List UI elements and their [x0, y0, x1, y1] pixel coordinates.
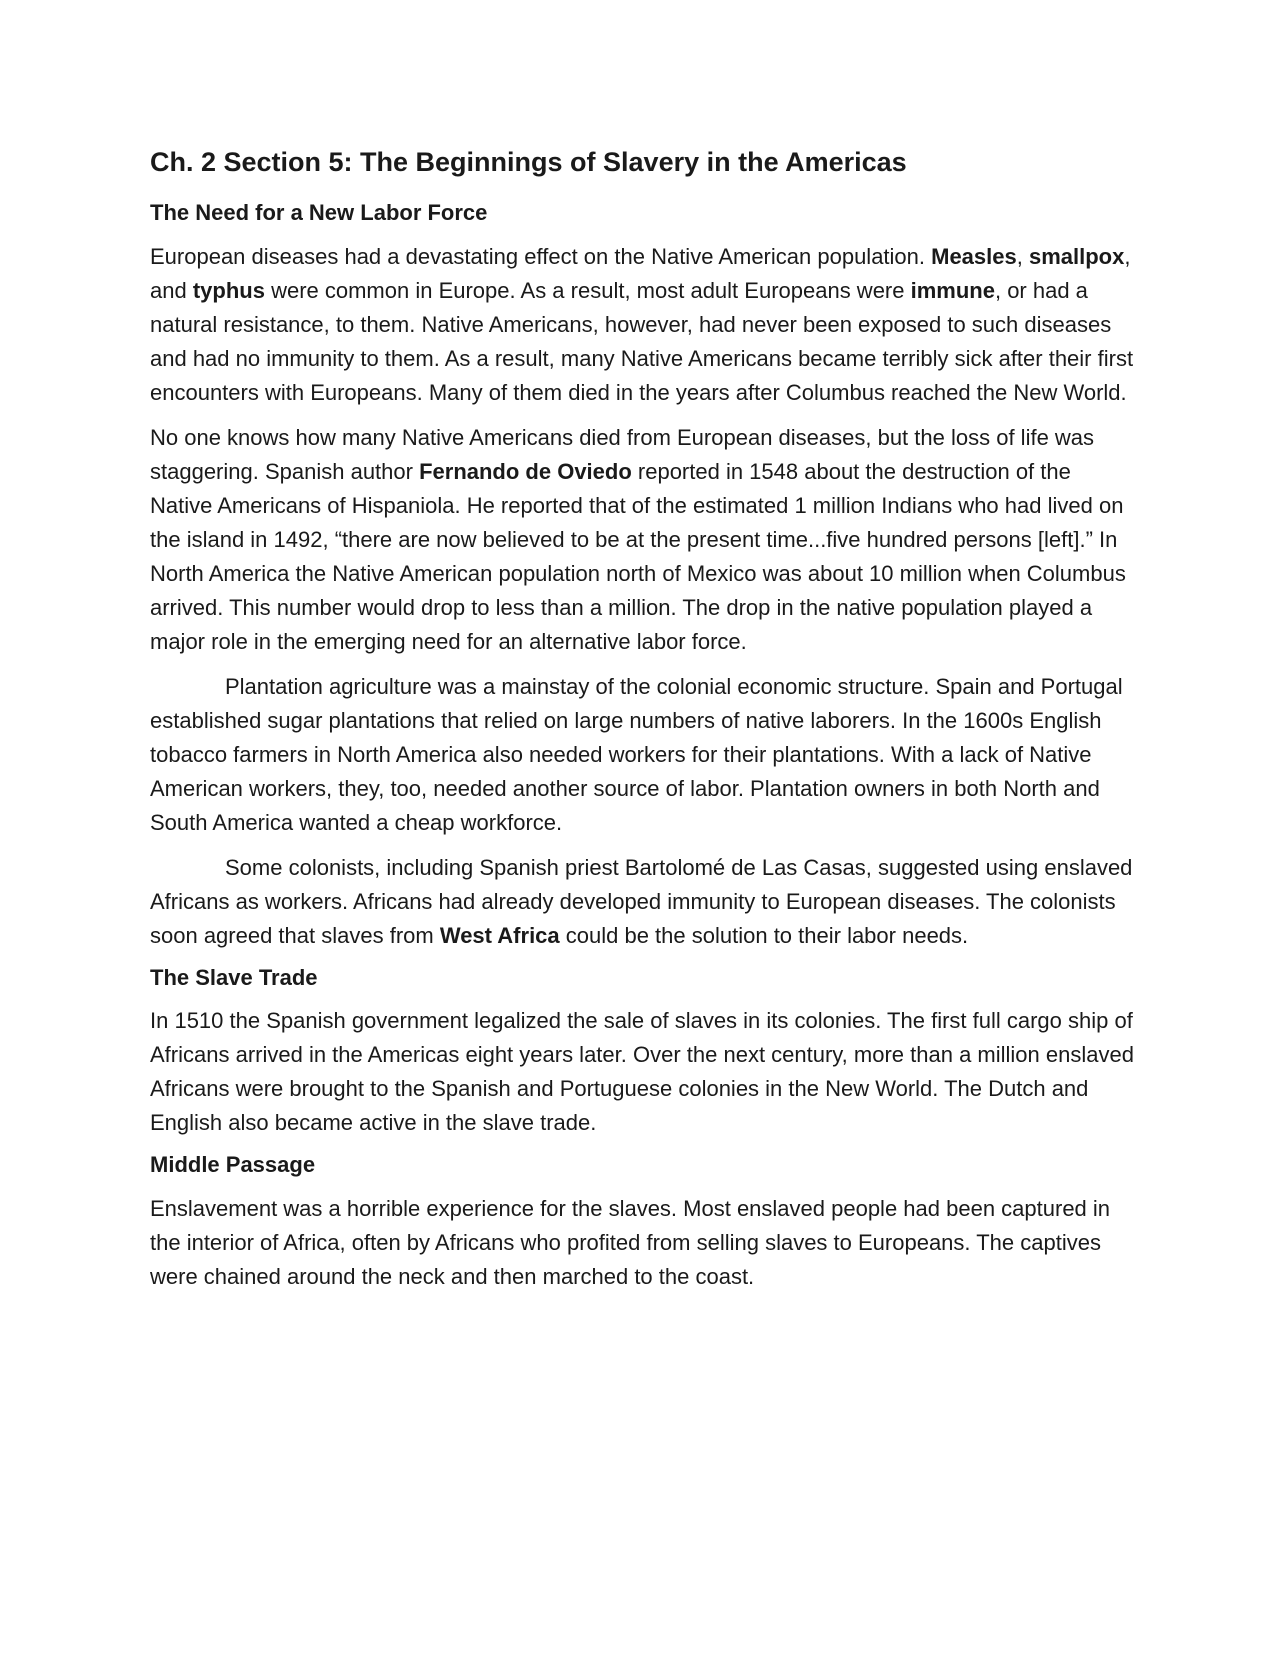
paragraph-middle-passage: Enslavement was a horrible experience for the slaves. Most enslaved people had been captured in the interior of Africa, often by Africans who profited from selling slaves to Europeans. The captives were chained around the neck and then marched to the coast.	[150, 1195, 1111, 1289]
paragraph-slave-trade: In 1510 the Spanish government legalized the sale of slaves in its colonies. The first full cargo ship of Africans arrived in the Americas eight years later. Over the next century, more than a million enslaved Africans were brought to the Spanish and Portuguese colonies in the New World. The Dutch and English also became active in the slave trade.	[150, 1008, 1134, 1136]
term-smallpox: smallpox	[1028, 243, 1125, 269]
paragraph-enslaved-africans: Some colonists, including Spanish priest Bartolomé de Las Casas, suggested using enslaved Africans as workers. Africans had already developed immunity to European diseases. The colonists soon agreed that slaves from West Africa could be the solution to their labor needs.	[150, 854, 1133, 948]
section-heading-middle-passage: Middle Passage	[150, 1152, 316, 1178]
section-heading-labor-force: The Need for a New Labor Force	[150, 200, 488, 226]
paragraph-plantation-agriculture: Plantation agriculture was a mainstay of the colonial economic structure. Spain and Portugal established sugar plantations that relied on large numbers of native laborers. In the 1600s English tobacco farmers in North America also needed workers for their plantations. With a lack of Native American workers, they, too, needed another source of labor. Plantation owners in both North and South America wanted a cheap workforce.	[150, 673, 1123, 835]
section-heading-slave-trade: The Slave Trade	[150, 964, 318, 990]
term-west-africa: West Africa	[439, 922, 560, 948]
paragraph-population-loss: No one knows how many Native Americans died from European diseases, but the loss of life was staggering. Spanish author Fernando de Oviedo reported in 1548 about the destruction of the Native Americans of Hispaniola. He reported that of the estimated 1 million Indians who had lived on the island in 1492, “there are now believed to be at the present time...five hundred persons [left].” In North America the Native American population north of Mexico was about 10 million when Columbus arrived. This number would drop to less than a million. The drop in the native population played a major role in the emerging need for an alternative labor force.	[150, 424, 1126, 654]
paragraph-diseases: European diseases had a devastating effect on the Native American population. Measles, smallpox, and typhus were common in Europe. As a result, most adult Europeans were immune, or had a natural resistance, to them. Native Americans, however, had never been exposed to such diseases and had no immunity to them. As a result, many Native Americans became terribly sick after their first encounters with Europeans. Many of them died in the years after Columbus reached the New World.	[150, 243, 1134, 405]
page-title: Ch. 2 Section 5: The Beginnings of Slavery in the Americas	[150, 147, 907, 177]
document-body	[150, 145, 1135, 1305]
term-immune: immune	[910, 277, 995, 303]
term-measles: Measles	[931, 243, 1017, 269]
term-typhus: typhus	[192, 277, 265, 303]
term-fernando-de-oviedo: Fernando de Oviedo	[419, 458, 632, 484]
